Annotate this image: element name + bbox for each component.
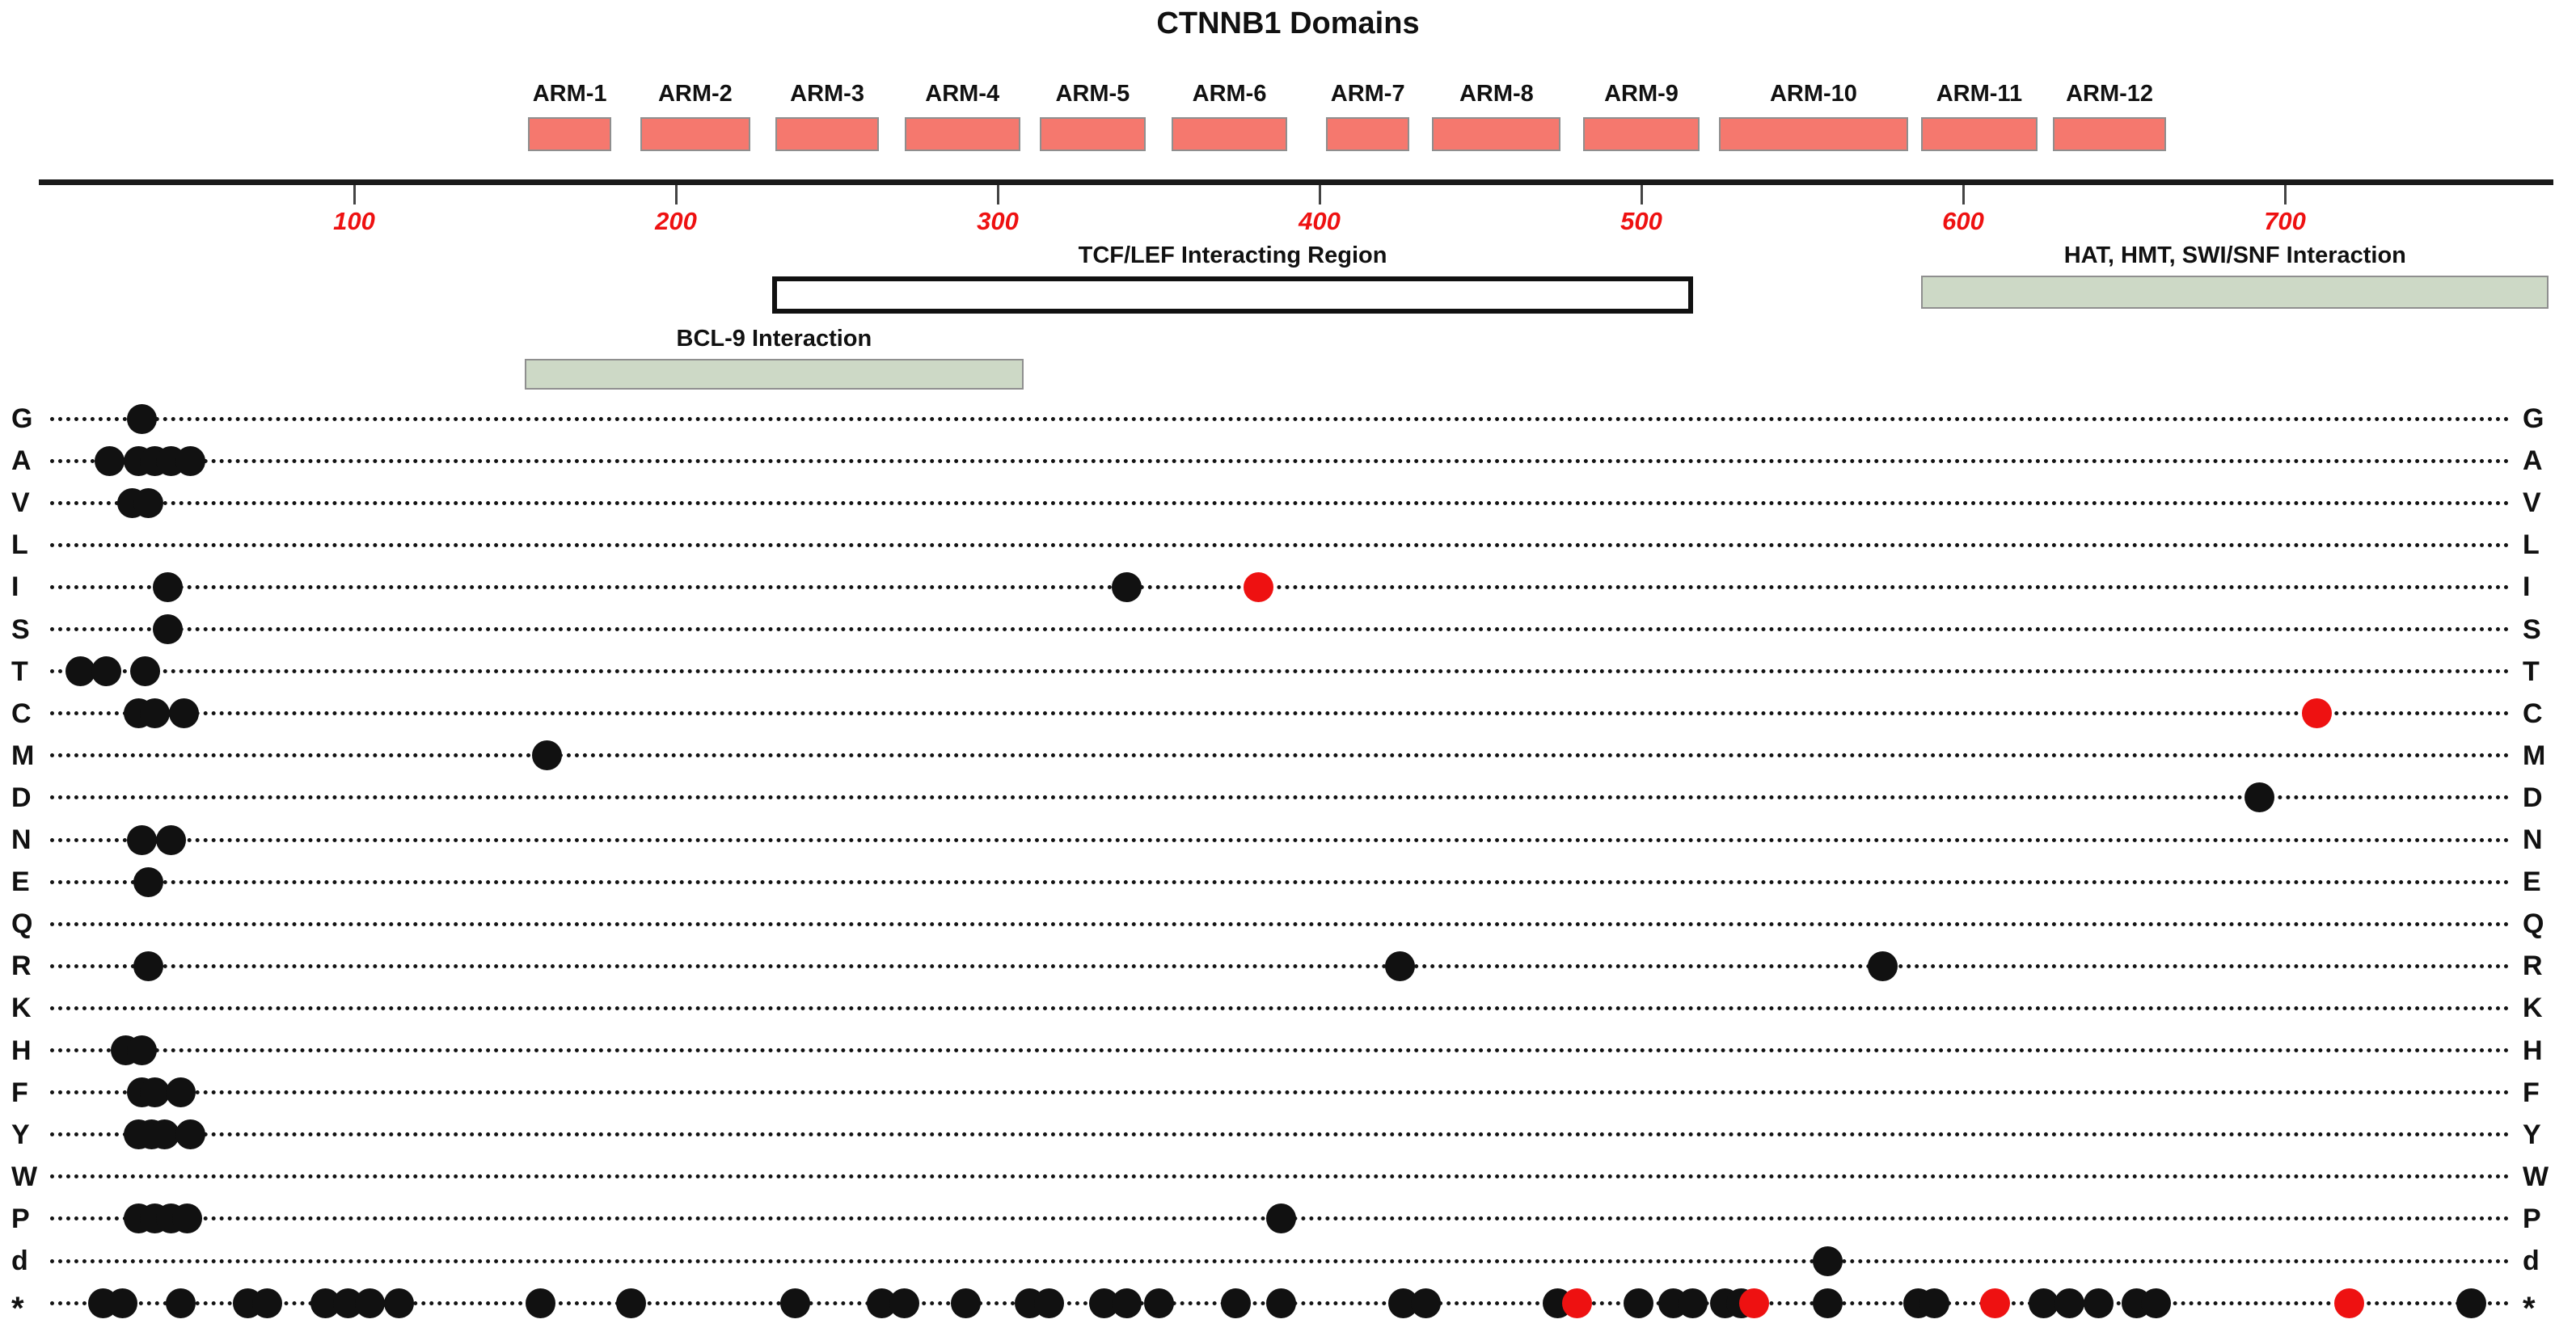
- mutation-dot-black-C38: [140, 698, 170, 728]
- row-label-left-L: L: [11, 529, 28, 561]
- mutation-dot-black-R36: [133, 951, 163, 981]
- mutation-dot-black-V36: [133, 488, 163, 518]
- domain-label-arm-5: ARM-5: [1055, 81, 1130, 107]
- mutation-dot-red-*480: [1562, 1288, 1592, 1318]
- sequence-axis: [39, 179, 2553, 185]
- row-label-right-S: S: [2523, 613, 2541, 645]
- row-label-left-M: M: [11, 740, 35, 771]
- mutation-dot-black-*758: [2456, 1288, 2486, 1318]
- region-box-0: [772, 276, 1692, 314]
- mutation-dot-black-*316: [1034, 1288, 1064, 1318]
- row-label-left-E: E: [11, 866, 30, 898]
- row-label-left-F: F: [11, 1077, 28, 1108]
- mutation-dot-black-*591: [1919, 1288, 1949, 1318]
- mutation-dot-black-R575: [1868, 951, 1898, 981]
- mutation-dot-black-*350: [1144, 1288, 1174, 1318]
- region-label-2: BCL-9 Interaction: [676, 326, 872, 352]
- row-label-right-F: F: [2523, 1077, 2540, 1108]
- row-label-right-W: W: [2523, 1161, 2549, 1192]
- row-label-right-N: N: [2523, 824, 2543, 855]
- mutation-dot-black-A24: [95, 446, 125, 476]
- row-label-right-*: *: [2523, 1291, 2536, 1327]
- mutation-dot-black-*388: [1266, 1288, 1296, 1318]
- row-label-right-L: L: [2523, 529, 2540, 561]
- mutation-dot-black-*271: [889, 1288, 919, 1318]
- mutation-dot-black-C47: [169, 698, 199, 728]
- mutation-dot-black-*158: [526, 1288, 555, 1318]
- row-line-D: [50, 795, 2511, 799]
- row-label-left-G: G: [11, 403, 33, 434]
- figure-title: CTNNB1 Domains: [1156, 6, 1420, 40]
- domain-box-arm-7: [1326, 117, 1409, 151]
- mutation-dot-black-*642: [2084, 1288, 2114, 1318]
- region-box-2: [525, 359, 1024, 390]
- domain-box-arm-11: [1921, 117, 2037, 151]
- row-label-left-H: H: [11, 1035, 32, 1066]
- row-label-right-Y: Y: [2523, 1119, 2541, 1150]
- mutation-dot-black-*558: [1813, 1288, 1843, 1318]
- mutation-dot-black-d558: [1813, 1246, 1843, 1276]
- row-line-M: [50, 753, 2511, 757]
- domain-label-arm-7: ARM-7: [1330, 81, 1405, 107]
- axis-tick-100: [353, 185, 356, 204]
- row-label-left-S: S: [11, 613, 30, 645]
- mutation-dot-black-N43: [156, 825, 186, 855]
- axis-tick-label-200: 200: [655, 207, 697, 235]
- mutation-dot-red-*610: [1980, 1288, 2010, 1318]
- mutation-dot-black-*46: [166, 1288, 196, 1318]
- axis-tick-label-500: 500: [1620, 207, 1662, 235]
- mutation-dot-black-*237: [780, 1288, 810, 1318]
- domain-label-arm-2: ARM-2: [657, 81, 733, 107]
- domain-label-arm-6: ARM-6: [1192, 81, 1267, 107]
- mutation-dot-black-*499: [1624, 1288, 1653, 1318]
- domain-label-arm-1: ARM-1: [532, 81, 607, 107]
- mutation-dot-red-C710: [2302, 698, 2332, 728]
- mutation-dot-black-G34: [127, 404, 157, 434]
- row-line-C: [50, 711, 2511, 715]
- region-box-1: [1921, 276, 2549, 309]
- row-label-left-I: I: [11, 571, 19, 603]
- row-label-right-P: P: [2523, 1203, 2541, 1234]
- row-label-left-K: K: [11, 993, 32, 1024]
- mutation-dot-black-*660: [2141, 1288, 2171, 1318]
- row-line-d: [50, 1259, 2511, 1263]
- domain-box-arm-12: [2053, 117, 2165, 151]
- row-label-right-H: H: [2523, 1035, 2543, 1066]
- region-label-1: HAT, HMT, SWI/SNF Interaction: [2063, 242, 2406, 268]
- domain-box-arm-3: [775, 117, 878, 151]
- row-line-K: [50, 1006, 2511, 1010]
- axis-tick-label-700: 700: [2264, 207, 2306, 235]
- row-label-right-V: V: [2523, 487, 2541, 519]
- mutation-dot-black-R425: [1385, 951, 1415, 981]
- mutation-dot-black-*290: [951, 1288, 981, 1318]
- row-label-left-T: T: [11, 655, 28, 687]
- mutation-dot-black-*73: [252, 1288, 282, 1318]
- mutation-dot-black-*186: [616, 1288, 646, 1318]
- mutation-dot-black-*28: [108, 1288, 137, 1318]
- row-label-left-N: N: [11, 824, 32, 855]
- mutation-dot-black-*633: [2054, 1288, 2084, 1318]
- domain-box-arm-4: [905, 117, 1020, 151]
- row-line-W: [50, 1174, 2511, 1178]
- row-label-right-Q: Q: [2523, 908, 2544, 940]
- row-label-left-C: C: [11, 698, 32, 729]
- domain-box-arm-10: [1719, 117, 1909, 151]
- axis-tick-700: [2284, 185, 2287, 204]
- row-line-V: [50, 501, 2511, 505]
- domain-label-arm-3: ARM-3: [790, 81, 864, 107]
- mutation-dot-black-*340: [1112, 1288, 1142, 1318]
- domain-box-arm-5: [1040, 117, 1146, 151]
- row-line-L: [50, 543, 2511, 547]
- mutation-dot-black-A49: [175, 446, 205, 476]
- axis-tick-200: [675, 185, 678, 204]
- mutation-dot-black-*433: [1411, 1288, 1441, 1318]
- domain-label-arm-10: ARM-10: [1769, 81, 1857, 107]
- row-label-right-T: T: [2523, 655, 2540, 687]
- mutation-dot-black-P388: [1266, 1203, 1296, 1233]
- axis-tick-label-400: 400: [1299, 207, 1341, 235]
- axis-tick-label-600: 600: [1942, 207, 1984, 235]
- mutation-dot-black-Y49: [175, 1119, 205, 1149]
- row-line-A: [50, 459, 2511, 463]
- row-label-left-R: R: [11, 951, 32, 982]
- mutation-dot-black-F46: [166, 1077, 196, 1107]
- mutation-dot-black-I340: [1112, 572, 1142, 602]
- row-label-right-d: d: [2523, 1246, 2540, 1276]
- domain-box-arm-6: [1172, 117, 1287, 151]
- row-line-G: [50, 417, 2511, 421]
- row-label-right-M: M: [2523, 740, 2546, 771]
- row-line-T: [50, 669, 2511, 673]
- mutation-dot-black-D692: [2244, 782, 2274, 812]
- row-label-right-K: K: [2523, 993, 2543, 1024]
- row-line-F: [50, 1090, 2511, 1094]
- row-line-Y: [50, 1132, 2511, 1136]
- row-label-right-G: G: [2523, 403, 2544, 434]
- row-label-right-C: C: [2523, 698, 2543, 729]
- row-label-right-A: A: [2523, 445, 2543, 477]
- row-line-Q: [50, 922, 2511, 926]
- mutation-dot-black-I42: [153, 572, 183, 602]
- axis-tick-300: [997, 185, 999, 204]
- row-label-right-I: I: [2523, 571, 2531, 603]
- axis-tick-500: [1641, 185, 1643, 204]
- row-label-left-*: *: [11, 1291, 24, 1327]
- domain-box-arm-2: [640, 117, 750, 151]
- mutation-dot-black-N34: [127, 825, 157, 855]
- domain-label-arm-12: ARM-12: [2066, 81, 2154, 107]
- row-label-left-Y: Y: [11, 1119, 30, 1150]
- row-line-H: [50, 1048, 2511, 1052]
- row-label-left-D: D: [11, 782, 32, 813]
- row-label-right-E: E: [2523, 866, 2541, 898]
- row-line-S: [50, 627, 2511, 631]
- mutation-dot-black-*105: [355, 1288, 385, 1318]
- mutation-dot-black-*516: [1678, 1288, 1708, 1318]
- mutation-dot-red-*720: [2334, 1288, 2364, 1318]
- mutation-dot-black-T35: [130, 656, 160, 686]
- row-line-E: [50, 880, 2511, 884]
- axis-tick-600: [1962, 185, 1965, 204]
- domain-box-arm-9: [1583, 117, 1699, 151]
- axis-tick-label-100: 100: [333, 207, 375, 235]
- row-line-I: [50, 585, 2511, 589]
- row-label-left-P: P: [11, 1203, 30, 1234]
- mutation-dot-black-M160: [532, 740, 562, 770]
- domain-box-arm-1: [528, 117, 611, 151]
- row-label-left-A: A: [11, 445, 32, 477]
- mutation-dot-red-I381: [1244, 572, 1273, 602]
- axis-tick-400: [1319, 185, 1321, 204]
- mutation-dot-black-T23: [91, 656, 121, 686]
- row-label-left-W: W: [11, 1161, 38, 1192]
- row-line-N: [50, 838, 2511, 842]
- row-label-right-R: R: [2523, 951, 2543, 982]
- mutation-dot-black-H34: [127, 1035, 157, 1065]
- row-label-left-Q: Q: [11, 908, 33, 940]
- row-label-right-D: D: [2523, 782, 2543, 813]
- region-label-0: TCF/LEF Interacting Region: [1078, 242, 1387, 268]
- mutation-dot-red-*535: [1739, 1288, 1769, 1318]
- mutation-dot-black-*374: [1221, 1288, 1251, 1318]
- domain-label-arm-4: ARM-4: [925, 81, 1000, 107]
- axis-tick-label-300: 300: [977, 207, 1019, 235]
- domain-label-arm-9: ARM-9: [1604, 81, 1679, 107]
- domain-box-arm-8: [1432, 117, 1560, 151]
- domain-label-arm-11: ARM-11: [1936, 81, 2023, 107]
- mutation-dot-black-E36: [133, 867, 163, 897]
- row-line-R: [50, 964, 2511, 968]
- mutation-dot-black-*114: [384, 1288, 414, 1318]
- row-label-left-d: d: [11, 1246, 28, 1276]
- domain-label-arm-8: ARM-8: [1459, 81, 1534, 107]
- row-label-left-V: V: [11, 487, 30, 519]
- mutation-dot-black-P48: [172, 1203, 202, 1233]
- mutation-dot-black-S42: [153, 614, 183, 644]
